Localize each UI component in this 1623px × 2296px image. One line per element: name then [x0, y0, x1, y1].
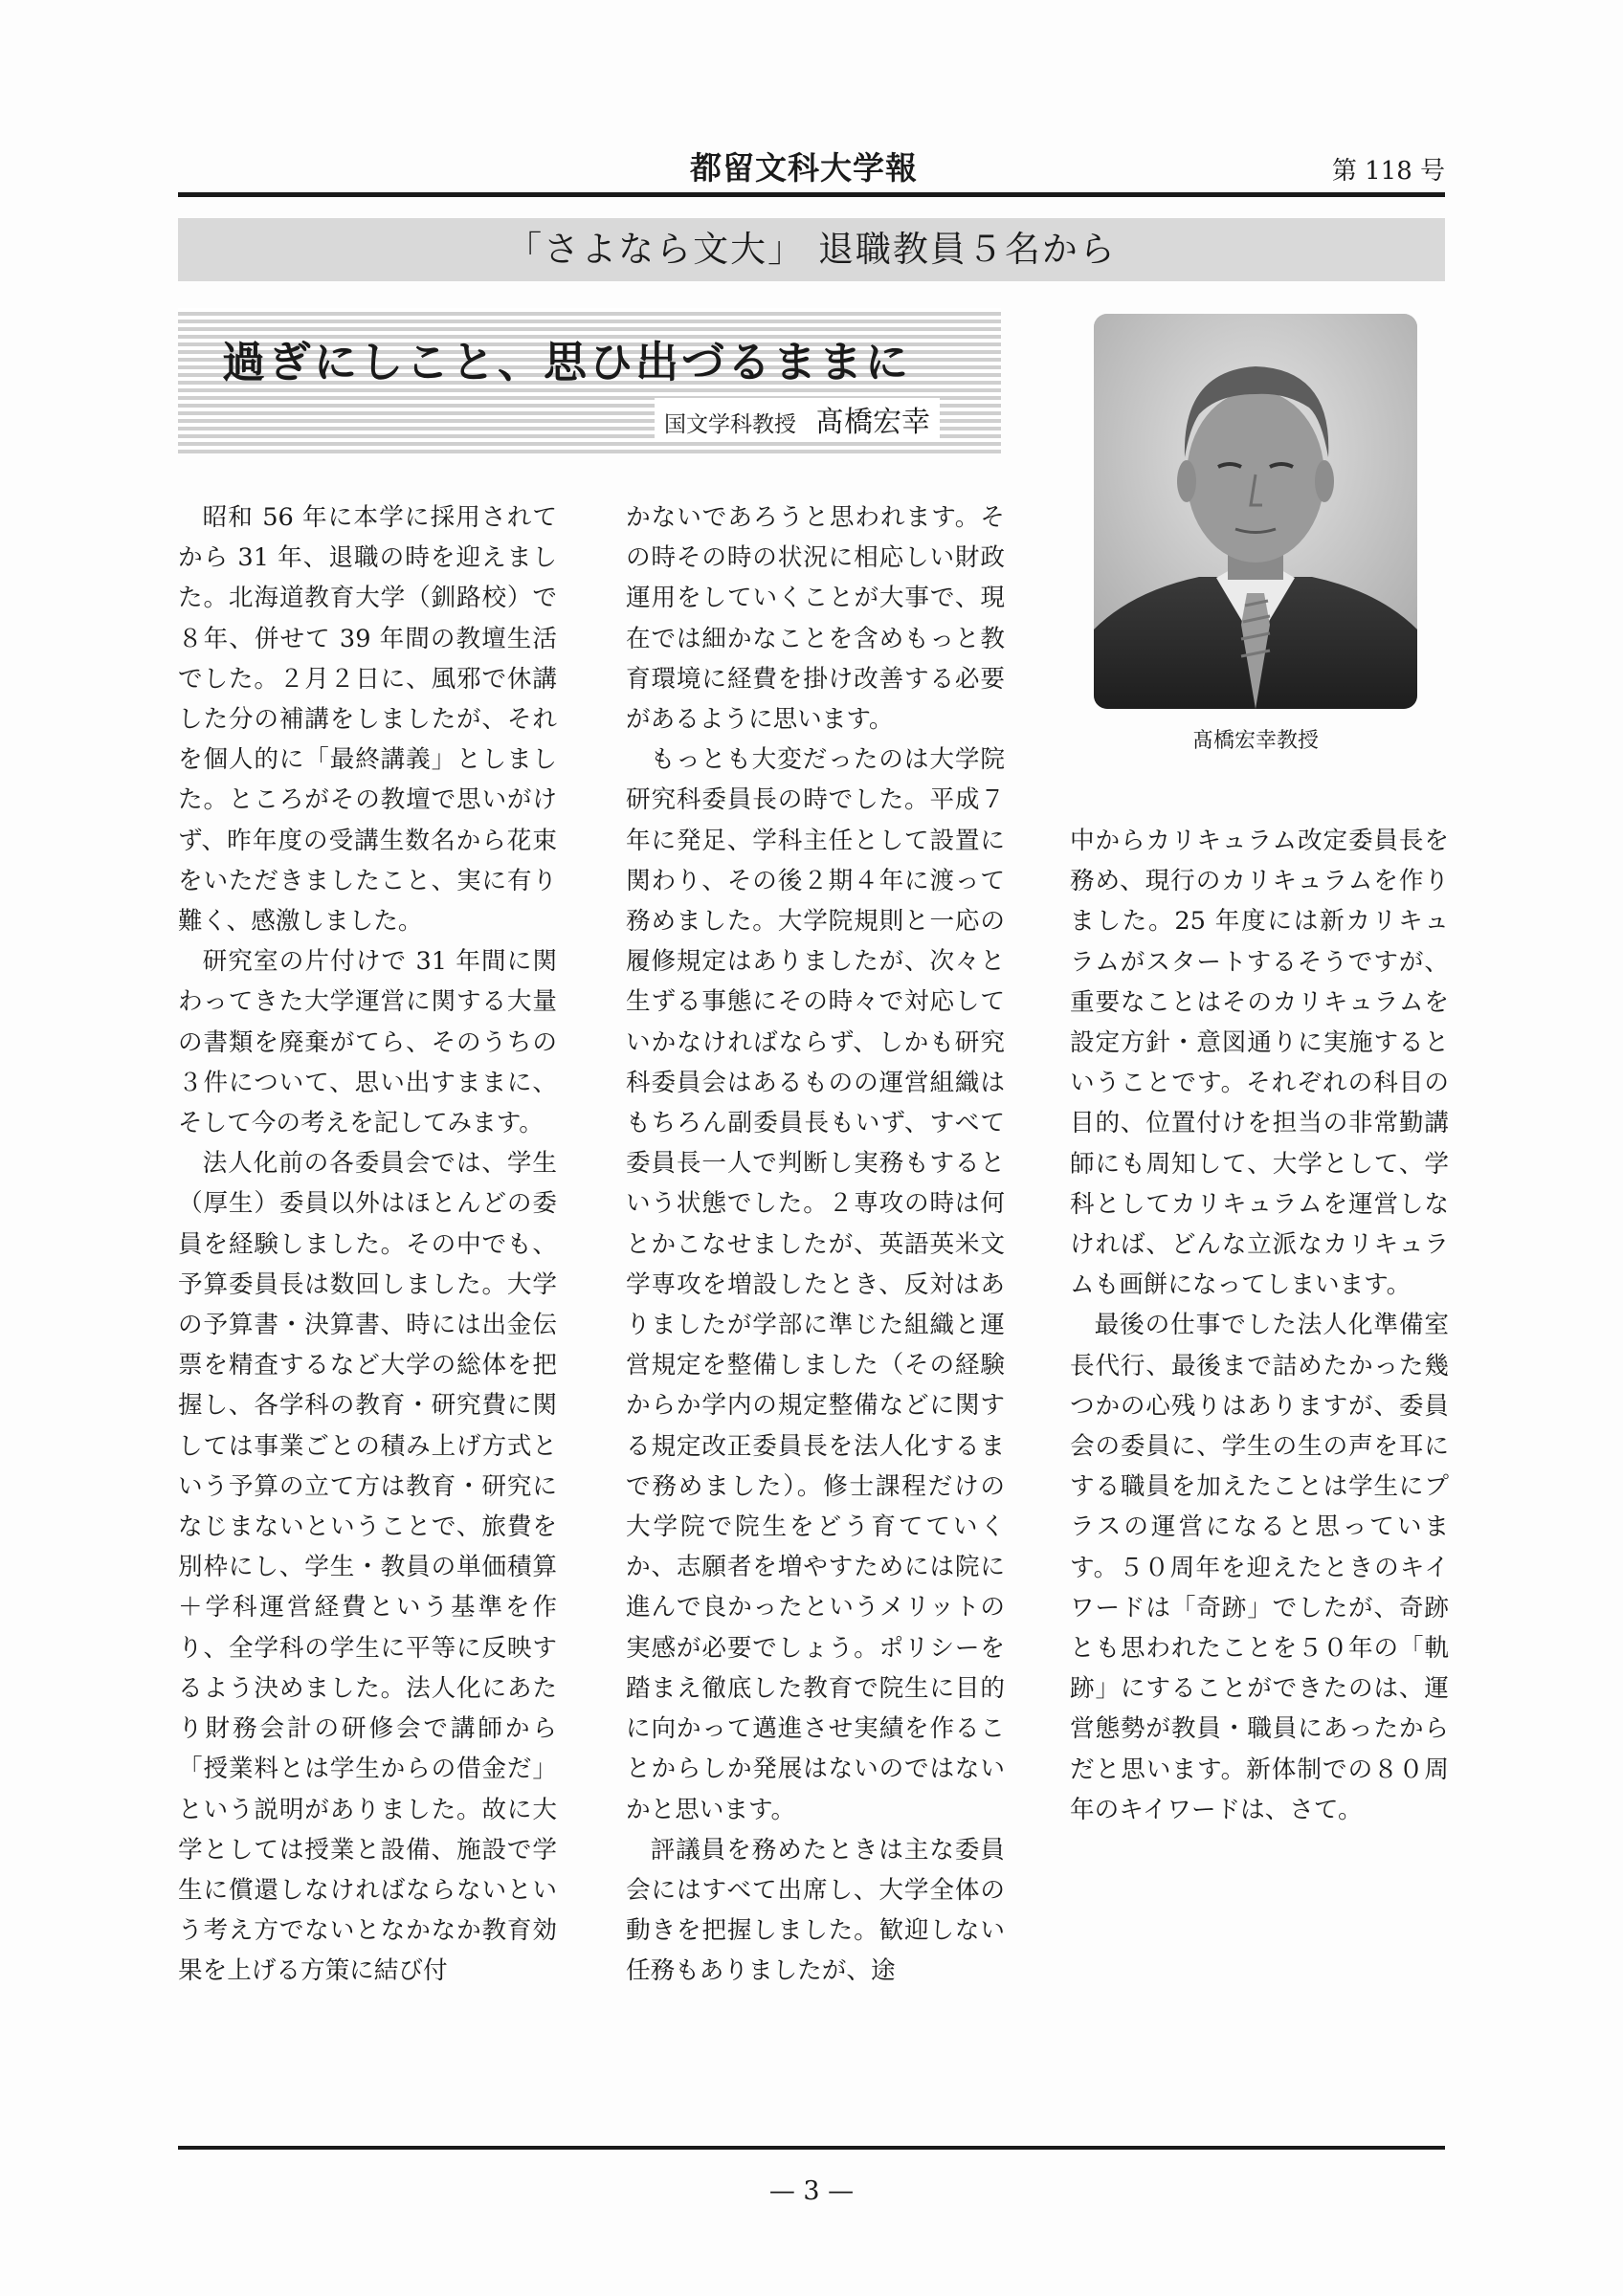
paragraph: もっとも大変だったのは大学院研究科委員長の時でした。平成７年に発足、学科主任として設置に関わり、その後２期４年に渡って務めました。大学院規則と一応の履修規定はありましたが、次々と生ずる事態にその時々で対応していかなければならず、しかも研究科委員会はあるものの運営組織はもちろん副委員長もいず、すべて委員長一人で判断し実務もするという状態でした。２専攻の時は何とかこなせましたが、英語英米文学専攻を増設したとき、反対はありましたが学部に準じた組織と運営規定を整備しました（その経験からか学内の規定整備などに関する規定改正委員長を法人化するまで務めました）。修士課程だけの大学院で院生をどう育てていくか、志願者を増やすためには院に進んで良かったというメリットの実感が必要でしょう。ポリシーを踏まえ徹底した教育で院生に目的に向かって邁進させ実績を作ることからしか発展はないのではないかと思います。 [626, 745, 1005, 1824]
paragraph: 昭和 56 年に本学に採用されてから 31 年、退職の時を迎えました。北海道教育大学（釧路校）で８年、併せて 39 年間の教壇生活でした。２月２日に、風邪で休講した分の補講をしましたが、それを個人的に「最終講義」としました。ところがその教壇で思いがけず、昨年度の受講生数名から花束をいただきましたこと、実に有り難く、感激しました。 [178, 503, 557, 937]
section-banner: 「さよなら文大」 退職教員５名から [178, 218, 1445, 281]
issue-number: 第 118 号 [1331, 157, 1445, 186]
newsletter-title: 都留文科大学報 [690, 149, 918, 187]
article-column-2 [626, 497, 1005, 1992]
footer-rule [178, 2146, 1445, 2150]
header-rule [178, 192, 1445, 197]
article-title-box [178, 308, 1001, 453]
article-column-1 [178, 497, 557, 1992]
paragraph: 研究室の片付けで 31 年間に関わってきた大学運営に関する大量の書類を廃棄がてら、そのうちの３件について、思い出すままに、そして今の考えを記してみます。 [178, 947, 557, 1138]
paragraph: 中からカリキュラム改定委員長を務め、現行のカリキュラムを作りました。25 年度には新カリキュラムがスタートするそうですが、重要なことはそのカリキュラムを設定方針・意図通りに実施するということです。それぞれの科目の目的、位置付けを担当の非常勤講師にも周知して、大学として、学科としてカリキュラムを運営しなければ、どんな立派なカリキュラムも画餅になってしまいます。 [1070, 827, 1449, 1300]
article-column-3 [1070, 821, 1449, 1830]
article-headline: 過ぎにしこと、思ひ出づるままに [222, 337, 912, 387]
paragraph: 評議員を務めたときは主な委員会にはすべて出席し、大学全体の動きを把握しました。歓迎しない任務もありましたが、途 [626, 1835, 1005, 1986]
photo-caption: 髙橋宏幸教授 [1191, 729, 1319, 753]
page-number: — 3 — [768, 2176, 855, 2206]
paragraph: 最後の仕事でした法人化準備室長代行、最後まで詰めたかった幾つかの心残りはありますが、委員会の委員に、学生の生の声を耳にする職員を加えたことは学生にプラスの運営になると思っています。５０周年を迎えたときのキイワードは「奇跡」でしたが、奇跡とも思われたことを５０年の「軌跡」にすることができたのは、運営態勢が教員・職員にあったからだと思います。新体制での８０周年のキイワードは、さて。 [1070, 1311, 1449, 1824]
paragraph: 法人化前の各委員会では、学生（厚生）委員以外はほとんどの委員を経験しました。その中でも、予算委員長は数回しました。大学の予算書・決算書、時には出金伝票を精査するなど大学の総体を把握し、各学科の教育・研究費に関しては事業ごとの積み上げ方式という予算の立て方は教育・研究になじまないということで、旅費を別枠にし、学生・教員の単価積算＋学科運営経費という基準を作り、全学科の学生に平等に反映するよう決めました。法人化にあたり財務会計の研修会で講師から「授業料とは学生からの借金だ」という説明がありました。故に大学としては授業と設備、施設で学生に償還しなければならないという考え方でないとなかなか教育効果を上げる方策に結び付 [178, 1149, 557, 1986]
paragraph: かないであろうと思われます。その時その時の状況に相応しい財政運用をしていくことが大事で、現在では細かなことを含めもっと教育環境に経費を掛け改善する必要があるように思います。 [626, 503, 1005, 735]
portrait-photo-illustration [1094, 314, 1417, 709]
author-department: 国文学科教授 [664, 412, 796, 437]
author-portrait [1094, 314, 1417, 709]
author-line [655, 398, 940, 440]
author-name: 髙橋宏幸 [815, 406, 930, 439]
